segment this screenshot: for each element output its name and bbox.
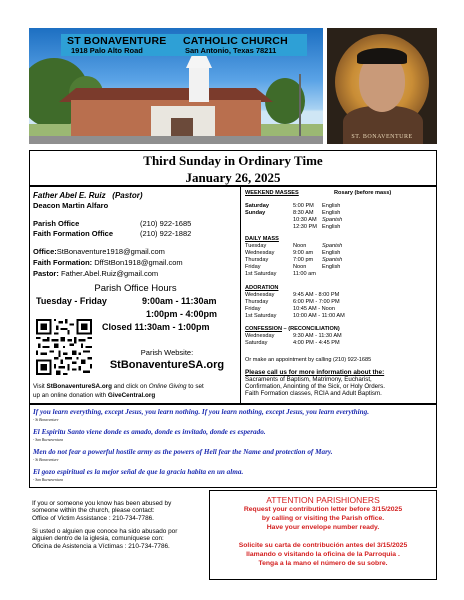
church-name-banner (61, 34, 307, 56)
daily-mass-time: Noon (293, 243, 307, 249)
church-city: San Antonio, Texas 78211 (185, 46, 277, 55)
quote-author: - St Bonaventure (33, 418, 59, 422)
faith-formation-phone: (210) 922-1882 (140, 229, 192, 238)
weekend-mass-language: English (322, 224, 341, 230)
quote-text: If you learn everything, except Jesus, you learn nothing. If you learn nothing, except Jesus, you learn everything. (33, 408, 370, 416)
church-street: 1918 Palo Alto Road (71, 46, 143, 55)
adoration-time: 9:45 AM - 8:00 PM (293, 292, 340, 298)
office-hours-time1: 9:00am - 11:30am (142, 296, 217, 306)
pastor-email[interactable]: Father.Abel.Ruiz@gmail.com (60, 269, 159, 278)
abuse-es-line2: alguien dentro de la iglesia, comuníquese con: (32, 535, 164, 543)
quote-text: El Espíritu Santo viene donde es amado, donde es invitado, donde es esperado. (33, 428, 266, 436)
adoration-time: 10:00 AM - 11:00 AM (293, 313, 345, 319)
office-email-label: Office: (33, 247, 57, 256)
daily-mass-language: Spanish (322, 257, 343, 263)
daily-mass-heading: DAILY MASS (245, 236, 279, 242)
adoration-time: 10:45 AM - Noon (293, 306, 335, 312)
quote-author: - San Buenaventura (33, 438, 64, 442)
weekend-mass-time: 10:30 AM (293, 217, 317, 223)
attention-en-line2: by calling or visiting the Parish office. (261, 515, 385, 522)
daily-mass-language: English (322, 250, 341, 256)
weekend-mass-time: 5:00 PM (293, 203, 314, 209)
daily-mass-time: 9:00 am (293, 250, 314, 256)
giving-site[interactable]: StBonaventureSA.org (46, 383, 112, 390)
quote-author: - St Bonaventure (33, 458, 59, 462)
parish-office-phone: (210) 922-1685 (140, 219, 192, 228)
rosary-note: Rosary (before mass) (334, 190, 392, 196)
confession-day: Wednesday (245, 333, 275, 339)
giving-pre: Visit (33, 383, 47, 390)
attention-en-line3: Have your envelope number ready. (266, 524, 380, 531)
church-name-right: CATHOLIC CHURCH (183, 35, 288, 47)
giving-line2-pre: up an online donation with (33, 392, 108, 399)
quote-author: - San Buenaventura (33, 478, 64, 482)
pastor-email-line (33, 269, 158, 278)
attention-parishioners-box (209, 490, 437, 580)
giving-mid: and click on (111, 383, 149, 390)
online-giving-link[interactable]: Online Giving (148, 383, 187, 390)
more-info-heading: Please call us for more information about the: (245, 369, 385, 376)
abuse-en-line1: If you or someone you know has been abused by (32, 500, 172, 507)
weekend-mass-language: English (322, 203, 341, 209)
ff-email-label: Faith Formation: (33, 258, 93, 267)
bulletin-date: January 26, 2025 (185, 170, 281, 185)
attention-en-line1: Request your contribution letter before 3/15/2025 (243, 506, 403, 513)
adoration-day: 1st Saturday (245, 313, 277, 319)
quote-text: El gozo espiritual es la mejor señal de que la gracia habita en un alma. (33, 468, 244, 476)
online-giving-line2 (33, 392, 155, 399)
pastor-email-label: Pastor: (33, 269, 59, 278)
abuse-notice-english (32, 500, 208, 522)
weekend-mass-day: Sunday (245, 210, 266, 216)
confession-heading-line (245, 326, 340, 332)
daily-mass-time: 11:00 am (293, 271, 316, 277)
office-hours-time2: 1:00pm - 4:00pm (146, 309, 218, 319)
adoration-day: Friday (245, 306, 261, 312)
pastor-title: (Pastor) (112, 191, 143, 200)
attention-es-line3: Tenga a la mano el número de su sobre. (258, 560, 388, 567)
saint-quotes (29, 404, 437, 488)
header (29, 28, 437, 144)
online-giving-line1 (33, 383, 204, 390)
daily-mass-time: Noon (293, 264, 307, 270)
abuse-es-line1: Si usted o alguien que conoce ha sido abusado por (32, 528, 178, 535)
saint-portrait (327, 28, 437, 144)
daily-mass-day: Tuesday (245, 243, 267, 249)
sacrament-line: Confirmation, Anointing of the Sick, or Holy Orders. (245, 383, 385, 390)
mass-schedule-column (242, 187, 436, 403)
weekend-masses-heading: WEEKEND MASSES (245, 190, 299, 196)
confession-note: – (RECONCILIATION) (282, 326, 340, 332)
saint-caption: ST. BONAVENTURE (351, 134, 413, 140)
weekend-mass-day: Saturday (245, 203, 269, 209)
confession-day: Saturday (245, 340, 268, 346)
parish-contact-column (30, 187, 241, 403)
daily-mass-day: Wednesday (245, 250, 275, 256)
office-email[interactable]: StBonaventure1918@gmail.com (56, 247, 165, 256)
abuse-en-line2: someone within the church, please contact: (32, 507, 155, 515)
weekend-mass-time: 8:30 AM (293, 210, 314, 216)
givecentral-link[interactable]: GiveCentral.org (107, 392, 156, 399)
sacrament-line: Sacraments of Baptism, Matrimony, Eucharist, (245, 376, 372, 383)
ff-email-line (33, 258, 183, 267)
pastor-line (33, 191, 143, 200)
confession-time: 4:00 PM - 4:45 PM (293, 340, 340, 346)
abuse-notice-spanish (32, 528, 208, 550)
qr-code[interactable] (36, 319, 92, 375)
daily-mass-day: Thursday (245, 257, 269, 263)
weekend-mass-time: 12:30 PM (293, 224, 317, 230)
ff-email[interactable]: DffStBon1918@gmail.com (94, 258, 183, 267)
abuse-en-line3: Office of Victim Assistance : 210-734-7786. (32, 514, 154, 522)
office-hours-days: Tuesday - Friday (36, 296, 107, 306)
office-hours-heading: Parish Office Hours (94, 283, 177, 294)
adoration-time: 6:00 PM - 7:00 PM (293, 299, 340, 305)
daily-mass-day: 1st Saturday (245, 271, 277, 277)
liturgical-title: Third Sunday in Ordinary Time (143, 153, 323, 168)
appointment-note: Or make an appointment by calling (210) 922-1685 (245, 357, 372, 363)
info-box (29, 186, 437, 404)
abuse-es-line3: Oficina de Asistencia a Víctimas : 210-734-7786. (32, 542, 170, 550)
office-email-line (33, 247, 165, 256)
adoration-day: Thursday (245, 299, 269, 305)
deacon-name: Deacon Martin Alfaro (33, 201, 109, 210)
daily-mass-language: Spanish (322, 243, 343, 249)
parish-office-label: Parish Office (33, 219, 80, 228)
sacrament-line: Faith Formation classes, RCIA and Adult Baptism. (245, 390, 382, 397)
website-url[interactable]: StBonaventureSA.org (109, 359, 225, 371)
liturgical-title-box (29, 150, 437, 186)
website-label: Parish Website: (140, 348, 194, 357)
attention-es-line1: Solicite su carta de contribución antes del 3/15/2025 (238, 542, 408, 549)
weekend-mass-language: English (322, 210, 341, 216)
daily-mass-language: English (322, 264, 341, 270)
office-hours-closed: Closed 11:30am - 1:00pm (102, 322, 210, 332)
quote-text: Men do not fear a powerful hostile army as the powers of Hell fear the Name and protection of Mary. (33, 448, 333, 456)
faith-formation-label: Faith Formation Office (33, 229, 114, 238)
attention-es-line2: llamando o visitando la oficina de la Parroquia . (246, 551, 400, 558)
giving-post: to set (186, 383, 204, 390)
abuse-notice (29, 490, 207, 580)
daily-mass-day: Friday (245, 264, 261, 270)
church-photo (29, 28, 323, 144)
weekend-mass-language: Spanish (322, 217, 343, 223)
church-name-left: ST BONAVENTURE (67, 35, 167, 47)
confession-heading: CONFESSION (245, 326, 282, 332)
pastor-name: Father Abel E. Ruiz (33, 191, 106, 200)
confession-time: 9:30 AM - 11:30 AM (293, 333, 342, 339)
attention-heading: ATTENTION PARISHIONERS (266, 495, 380, 505)
adoration-day: Wednesday (245, 292, 275, 298)
daily-mass-time: 7:00 pm (293, 257, 314, 263)
adoration-heading: ADORATION (245, 285, 279, 291)
